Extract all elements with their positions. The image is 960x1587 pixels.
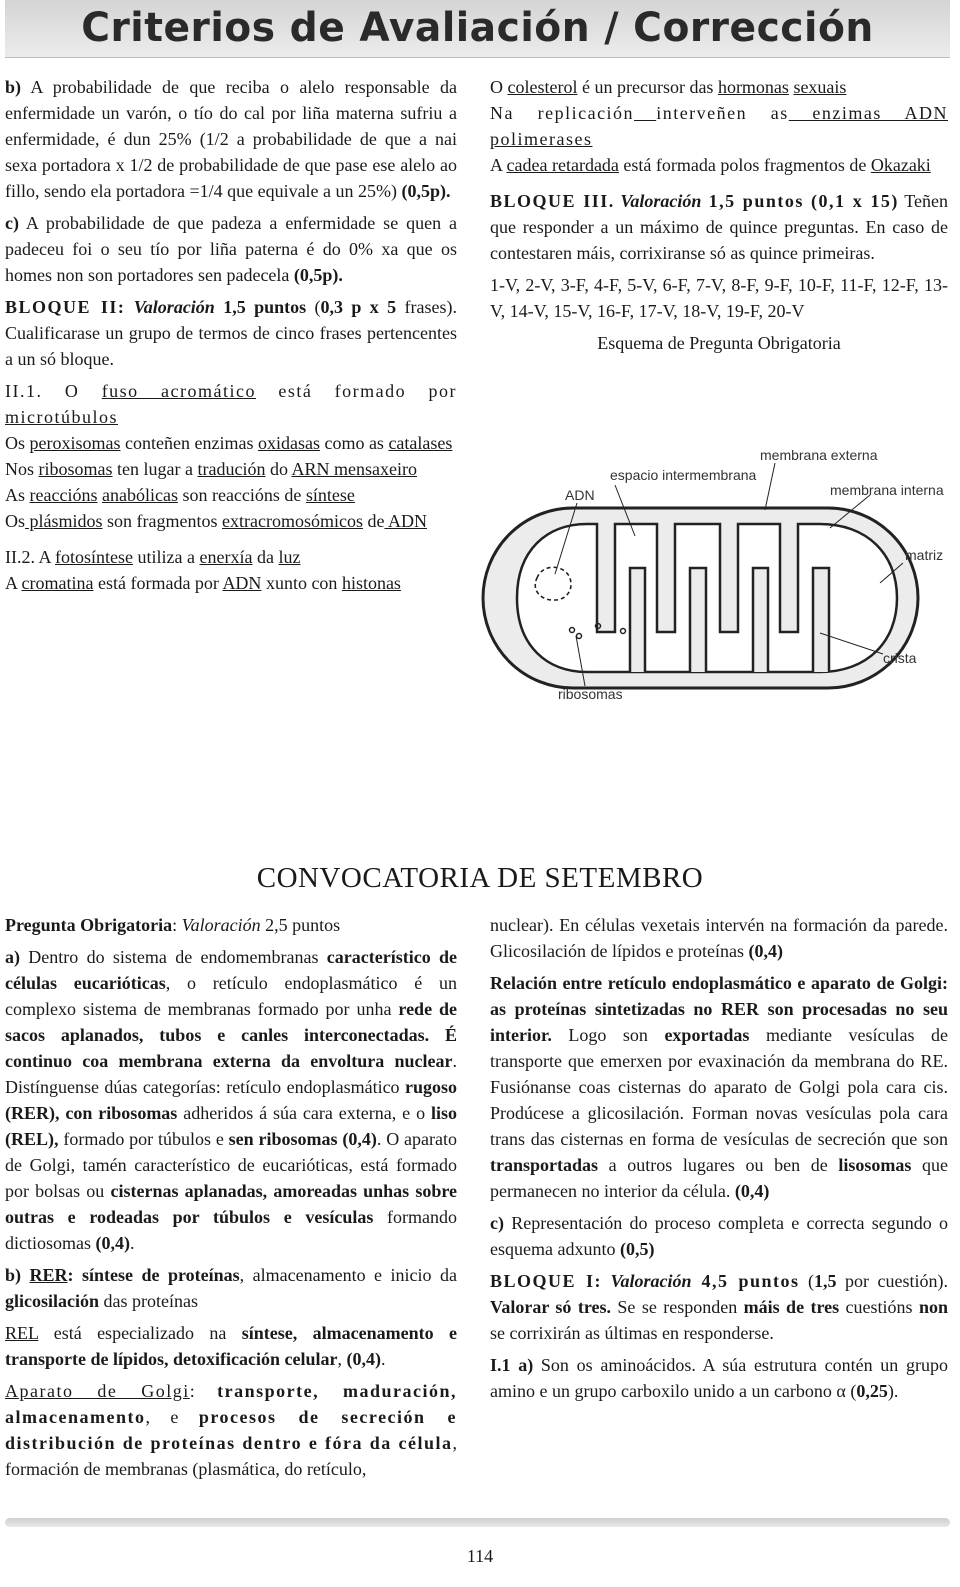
label-ribosomas: ribosomas [558,686,623,702]
answer-rel: REL está especializado na síntese, almacenamento e transporte de lípidos, detoxificación celular, (0,4). [5,1323,457,1369]
label-adn: ADN [565,487,595,503]
answer-c: c) Representación do proceso completa e correcta segundo o esquema adxunto (0,5) [490,1213,948,1259]
answer-b: b) RER: síntese de proteínas, almacenamento e inicio da glicosilación das proteínas [5,1265,457,1311]
ii2-line: II.2. A fotosíntese utiliza a enerxía da luz [5,547,301,567]
ii1-line: As reaccións anabólicas son reaccións de síntese [5,485,355,505]
label-espacio-intermembrana: espacio intermembrana [610,467,757,483]
crista-upward [753,568,768,672]
membrana-externa-leader-line [765,463,775,510]
ii1-line: Os peroxisomas conteñen enzimas oxidasas como as catalases [5,433,453,453]
ii1-line: Os plásmidos son fragmentos extracromosómicos de ADN [5,511,427,531]
answer-golgi: Aparato de Golgi: transporte, maduración, almacenamento, e procesos de secreción e distribución de proteínas dentro e fóra da célula, formación de membranas (plasmática, do retículo, [5,1381,457,1479]
page-number: 114 [466,1546,494,1566]
ii2-line: O colesterol é un precursor das hormonas sexuais [490,77,847,97]
bloque-ii-heading: BLOQUE II: Valoración 1,5 puntos (0,3 p x 5 frases). Cualificarase un grupo de termos de cinco frases pertencentes a un só bloque. [5,297,458,369]
relation-paragraph: Relación entre retículo endoplasmático e aparato de Golgi: as proteínas sintetizadas no RER son procesadas no seu interior. Logo son exportadas mediante vesículas de transporte que emerxen por evaxinación da membrana do RE. Fusiónanse coas cisternas do aparato de Golgi pola cara cis. Prodúcese a glicosilación. Forman novas vesículas pola cara trans das cisternas en forma de vesículas de secreción que son transportadas a outros lugares ou ben de lisosomas que permanecen no interior da célula. (0,4) [490,973,948,1201]
label-membrana-externa: membrana externa [760,447,878,463]
paragraph-c: c) A probabilidade de que padeza a enfermidade se quen a padeceu foi o seu tío por liña paterna é do 0% xa que os homes non son portadores sen padecela (0,5p). [5,213,457,285]
ii2-line: A cadea retardada está formada polos fragmentos de Okazaki [490,155,931,175]
top-left-column [5,74,457,596]
golgi-continuation: nuclear). En células vexetais intervén na formación da parede. Glicosilación de lípidos e proteínas (0,4) [490,915,948,961]
mitochondria-diagram [475,438,955,713]
mitochondria-svg [475,438,955,713]
bloque-i-heading: BLOQUE I: Valoración 4,5 puntos (1,5 por cuestión). Valorar só tres. Se se responden máis de tres cuestións non se corrixirán as últimas en responderse. [490,1271,948,1343]
diagram-title: Esquema de Pregunta Obrigatoria [597,333,841,353]
ii2-line: A cromatina está formada por ADN xunto con histonas [5,573,401,593]
section-title: CONVOCATORIA DE SETEMBRO [256,862,704,894]
footer-divider [5,1518,950,1527]
ii1-line: II.1. O fuso acromático está formado por microtúbulos [5,381,457,427]
crista-upward [690,568,706,672]
answers-list: 1-V, 2-V, 3-F, 4-F, 5-V, 6-F, 7-V, 8-F, 9-F, 10-F, 11-F, 12-F, 13-V, 14-V, 15-V, 16-F, 17-V, 18-V, 19-F, 20-V [490,275,948,321]
page-title: Criterios de Avaliación / Corrección [81,5,874,51]
crista-upward [630,568,645,672]
pregunta-obrigatoria-heading: Pregunta Obrigatoria: Valoración 2,5 puntos [5,915,341,935]
bloque-iii-heading: BLOQUE III. Valoración 1,5 puntos (0,1 x 15) Teñen que responder a un máximo de quince preguntas. En caso de contestaren máis, corrixiranse só as quince primeiras. [490,191,948,263]
answer-i1: I.1 a) Son os aminoácidos. A súa estrutura contén un grupo amino e un grupo carboxilo unido a un carbono α (0,25). [490,1355,949,1401]
label-crista: crista [883,650,917,666]
bottom-right-column [490,912,948,1410]
label-matriz: matriz [905,547,944,563]
paragraph-b: b) A probabilidade de que reciba o alelo responsable da enfermidade un varón, o tío do cal por liña materna sufriu a enfermidade, é dun 25% (1/2 a probabilidade de que a nai sexa portadora x 1/2 de probabilidade de que pase ese alelo ao fillo, sendo ela portadora =1/4 que equivale a un 25%) (0,5p). [5,77,457,201]
page-header [5,0,950,58]
ii1-line: Nos ribosomas ten lugar a tradución do ARN mensaxeiro [5,459,417,479]
label-membrana-interna: membrana interna [830,482,944,498]
answer-a: a) Dentro do sistema de endomembranas característico de células eucarióticas, o retículo endoplasmático é un complexo sistema de membranas formado por unha rede de sacos aplanados, tubos e canles interconectadas. É continuo coa membrana externa da envoltura nuclear. Distínguense dúas categorías: retículo endoplasmático rugoso (RER), con ribosomas adheridos á súa cara externa, e o liso (REL), formado por túbulos e sen ribosomas (0,4). O aparato de Golgi, tamén característico de eucarióticas, está formado por bolsas ou cisternas aplanadas, amoreadas unhas sobre outras e rodeadas por túbulos e vesículas formando dictiosomas (0,4). [5,947,458,1253]
bottom-left-column [5,912,457,1488]
ii2-line: Na replicación interveñen as enzimas ADN polimerases [490,103,948,149]
crista-upward [813,568,829,672]
top-right-column [490,74,948,360]
